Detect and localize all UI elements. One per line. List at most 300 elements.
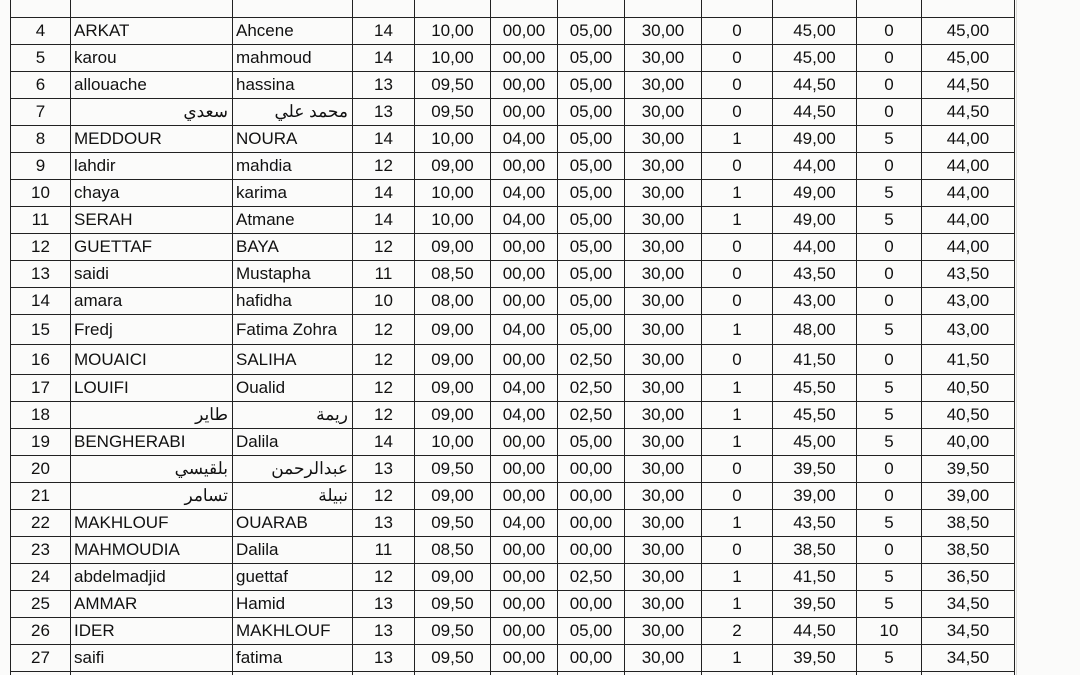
score-cell-5: 30,00: [625, 153, 702, 180]
score-cell-4: 00,00: [558, 537, 625, 564]
score-cell-4: 00,00: [558, 645, 625, 672]
score-cell-9: 44,50: [922, 99, 1015, 126]
score-cell-4: [558, 672, 625, 675]
score-cell-2: 09,00: [415, 375, 491, 402]
row-number-cell: 25: [11, 591, 71, 618]
last-name-cell: GUETTAF: [71, 234, 233, 261]
score-cell-3: 04,00: [491, 315, 558, 345]
first-name-cell: Dalila: [233, 537, 353, 564]
first-name-cell: mahdia: [233, 153, 353, 180]
score-cell-1: 14: [353, 126, 415, 153]
score-cell-8: 5: [857, 591, 922, 618]
score-cell-6: 0: [702, 234, 773, 261]
score-cell-2: 10,00: [415, 180, 491, 207]
last-name-cell: طاير: [71, 402, 233, 429]
score-cell-9: 40,50: [922, 375, 1015, 402]
row-number-cell: 13: [11, 261, 71, 288]
score-cell-6: 1: [702, 591, 773, 618]
row-number-cell: 7: [11, 99, 71, 126]
table-row: [11, 483, 1015, 510]
score-cell-5: 30,00: [625, 72, 702, 99]
score-cell-4: 00,00: [558, 456, 625, 483]
first-name-cell: BAYA: [233, 234, 353, 261]
first-name-cell: نبيلة: [233, 483, 353, 510]
score-cell-2: 08,50: [415, 261, 491, 288]
first-name-cell: Ahcene: [233, 18, 353, 45]
score-cell-7: 45,00: [773, 18, 857, 45]
last-name-cell: IDER: [71, 618, 233, 645]
score-cell-9: 45,00: [922, 18, 1015, 45]
row-number-cell: 16: [11, 345, 71, 375]
row-number-cell: 18: [11, 402, 71, 429]
score-cell-5: 30,00: [625, 456, 702, 483]
score-cell-2: 10,00: [415, 126, 491, 153]
score-cell-2: 09,00: [415, 483, 491, 510]
score-cell-6: 0: [702, 288, 773, 315]
first-name-cell: Hamid: [233, 591, 353, 618]
score-cell-9: 38,50: [922, 510, 1015, 537]
last-name-cell: SERAH: [71, 207, 233, 234]
last-name-cell: [71, 672, 233, 675]
score-cell-1: 12: [353, 234, 415, 261]
score-cell-6: 1: [702, 564, 773, 591]
first-name-cell: mahmoud: [233, 45, 353, 72]
last-name-cell: karou: [71, 45, 233, 72]
score-cell-7: 45,50: [773, 402, 857, 429]
score-cell-3: 00,00: [491, 72, 558, 99]
score-cell-7: 49,00: [773, 126, 857, 153]
score-cell-1: 10: [353, 288, 415, 315]
score-cell-1: [353, 0, 415, 18]
first-name-cell: عبدالرحمن: [233, 456, 353, 483]
score-cell-7: 39,00: [773, 483, 857, 510]
table-row: [11, 261, 1015, 288]
score-cell-2: 10,00: [415, 18, 491, 45]
row-number-cell: 21: [11, 483, 71, 510]
last-name-cell: ARKAT: [71, 18, 233, 45]
score-cell-7: 44,50: [773, 618, 857, 645]
score-cell-8: [857, 672, 922, 675]
score-cell-4: 05,00: [558, 126, 625, 153]
score-cell-1: 14: [353, 207, 415, 234]
score-cell-5: [625, 0, 702, 18]
score-cell-3: 00,00: [491, 591, 558, 618]
score-cell-3: 00,00: [491, 564, 558, 591]
score-cell-1: 14: [353, 45, 415, 72]
score-cell-7: 45,00: [773, 429, 857, 456]
score-cell-3: 00,00: [491, 537, 558, 564]
score-cell-2: 09,00: [415, 402, 491, 429]
score-cell-2: 10,00: [415, 429, 491, 456]
score-cell-9: 44,00: [922, 153, 1015, 180]
score-cell-6: 1: [702, 510, 773, 537]
score-cell-1: 13: [353, 510, 415, 537]
first-name-cell: Dalila: [233, 429, 353, 456]
score-cell-1: 14: [353, 429, 415, 456]
score-cell-8: 10: [857, 618, 922, 645]
table-row: [11, 0, 1015, 18]
score-cell-8: 0: [857, 99, 922, 126]
last-name-cell: amara: [71, 288, 233, 315]
score-cell-1: 13: [353, 618, 415, 645]
score-cell-4: 02,50: [558, 402, 625, 429]
score-cell-2: 09,00: [415, 345, 491, 375]
score-cell-1: 12: [353, 564, 415, 591]
table-row: [11, 45, 1015, 72]
score-cell-5: 30,00: [625, 510, 702, 537]
score-cell-2: 09,50: [415, 99, 491, 126]
score-cell-7: 45,50: [773, 375, 857, 402]
score-cell-5: 30,00: [625, 537, 702, 564]
score-cell-1: 12: [353, 153, 415, 180]
row-number-cell: 5: [11, 45, 71, 72]
last-name-cell: MOUAICI: [71, 345, 233, 375]
score-cell-3: 00,00: [491, 345, 558, 375]
score-cell-5: [625, 672, 702, 675]
score-cell-2: [415, 672, 491, 675]
score-cell-8: 0: [857, 153, 922, 180]
score-cell-9: 38,50: [922, 537, 1015, 564]
row-number-cell: 4: [11, 18, 71, 45]
score-cell-2: 09,00: [415, 153, 491, 180]
first-name-cell: [233, 672, 353, 675]
score-cell-6: 0: [702, 483, 773, 510]
score-cell-5: 30,00: [625, 288, 702, 315]
score-cell-1: 13: [353, 591, 415, 618]
score-cell-9: 36,50: [922, 564, 1015, 591]
table-row: [11, 153, 1015, 180]
score-cell-7: 49,00: [773, 207, 857, 234]
score-cell-1: 12: [353, 483, 415, 510]
score-cell-5: 30,00: [625, 45, 702, 72]
score-cell-4: 05,00: [558, 618, 625, 645]
table-row: [11, 564, 1015, 591]
score-cell-5: 30,00: [625, 645, 702, 672]
score-cell-1: 11: [353, 537, 415, 564]
last-name-cell: abdelmadjid: [71, 564, 233, 591]
score-cell-2: 08,00: [415, 288, 491, 315]
score-cell-8: 0: [857, 456, 922, 483]
row-number-cell: 26: [11, 618, 71, 645]
last-name-cell: سعدي: [71, 99, 233, 126]
score-cell-5: 30,00: [625, 375, 702, 402]
table-row: [11, 234, 1015, 261]
score-cell-1: 12: [353, 402, 415, 429]
first-name-cell: Fatima Zohra: [233, 315, 353, 345]
score-cell-4: 00,00: [558, 483, 625, 510]
row-number-cell: 23: [11, 537, 71, 564]
first-name-cell: OUARAB: [233, 510, 353, 537]
score-cell-4: 02,50: [558, 564, 625, 591]
row-number-cell: 14: [11, 288, 71, 315]
first-name-cell: ريمة: [233, 402, 353, 429]
score-cell-2: 10,00: [415, 45, 491, 72]
score-cell-9: 43,50: [922, 261, 1015, 288]
last-name-cell: chaya: [71, 180, 233, 207]
score-cell-6: 1: [702, 207, 773, 234]
table-row: [11, 429, 1015, 456]
last-name-cell: MAKHLOUF: [71, 510, 233, 537]
score-cell-3: 00,00: [491, 429, 558, 456]
score-cell-5: 30,00: [625, 591, 702, 618]
score-cell-8: 5: [857, 402, 922, 429]
score-cell-7: 41,50: [773, 564, 857, 591]
score-cell-2: 10,00: [415, 207, 491, 234]
score-cell-2: 09,50: [415, 645, 491, 672]
score-cell-4: 05,00: [558, 429, 625, 456]
score-cell-9: 44,50: [922, 72, 1015, 99]
score-cell-7: 39,50: [773, 456, 857, 483]
score-cell-7: 43,50: [773, 261, 857, 288]
table-row: [11, 18, 1015, 45]
page-edge: [1016, 0, 1017, 675]
table-row: [11, 207, 1015, 234]
score-cell-8: 5: [857, 126, 922, 153]
row-number-cell: 6: [11, 72, 71, 99]
score-cell-9: 44,00: [922, 180, 1015, 207]
first-name-cell: Mustapha: [233, 261, 353, 288]
row-number-cell: [11, 0, 71, 18]
score-cell-9: 34,50: [922, 591, 1015, 618]
score-cell-9: 44,00: [922, 207, 1015, 234]
last-name-cell: MAHMOUDIA: [71, 537, 233, 564]
last-name-cell: BENGHERABI: [71, 429, 233, 456]
score-cell-2: 09,50: [415, 510, 491, 537]
score-cell-8: 0: [857, 345, 922, 375]
score-cell-8: 5: [857, 180, 922, 207]
score-cell-7: [773, 0, 857, 18]
score-cell-6: 1: [702, 180, 773, 207]
score-cell-3: 04,00: [491, 126, 558, 153]
score-cell-5: 30,00: [625, 261, 702, 288]
first-name-cell: hassina: [233, 72, 353, 99]
score-cell-2: 09,50: [415, 72, 491, 99]
table-row: [11, 456, 1015, 483]
score-cell-6: 0: [702, 99, 773, 126]
score-cell-1: 11: [353, 261, 415, 288]
score-cell-1: 14: [353, 18, 415, 45]
score-cell-9: 39,50: [922, 456, 1015, 483]
last-name-cell: AMMAR: [71, 591, 233, 618]
score-cell-9: 40,50: [922, 402, 1015, 429]
score-cell-8: 5: [857, 207, 922, 234]
table-row: [11, 645, 1015, 672]
score-cell-4: 02,50: [558, 345, 625, 375]
score-cell-7: 44,00: [773, 234, 857, 261]
score-cell-3: 00,00: [491, 645, 558, 672]
score-cell-1: [353, 672, 415, 675]
score-cell-5: 30,00: [625, 234, 702, 261]
score-cell-3: 04,00: [491, 180, 558, 207]
table-row: [11, 72, 1015, 99]
score-cell-5: 30,00: [625, 207, 702, 234]
last-name-cell: saidi: [71, 261, 233, 288]
score-cell-4: 02,50: [558, 375, 625, 402]
last-name-cell: allouache: [71, 72, 233, 99]
score-cell-2: 09,50: [415, 456, 491, 483]
last-name-cell: saifi: [71, 645, 233, 672]
score-cell-5: 30,00: [625, 180, 702, 207]
table-row: [11, 672, 1015, 675]
score-cell-8: 5: [857, 429, 922, 456]
score-cell-7: 39,50: [773, 645, 857, 672]
score-cell-4: 05,00: [558, 234, 625, 261]
score-cell-5: 30,00: [625, 564, 702, 591]
score-cell-8: 5: [857, 645, 922, 672]
score-cell-6: 0: [702, 345, 773, 375]
score-cell-3: 00,00: [491, 18, 558, 45]
first-name-cell: guettaf: [233, 564, 353, 591]
score-cell-6: 1: [702, 375, 773, 402]
score-cell-6: 0: [702, 18, 773, 45]
score-cell-2: 09,00: [415, 315, 491, 345]
score-cell-5: 30,00: [625, 18, 702, 45]
score-cell-8: [857, 0, 922, 18]
score-cell-4: 05,00: [558, 261, 625, 288]
score-cell-2: 08,50: [415, 537, 491, 564]
score-cell-9: 41,50: [922, 345, 1015, 375]
last-name-cell: lahdir: [71, 153, 233, 180]
score-cell-1: 12: [353, 345, 415, 375]
score-cell-1: 13: [353, 456, 415, 483]
first-name-cell: Atmane: [233, 207, 353, 234]
table-row: [11, 126, 1015, 153]
score-cell-3: [491, 0, 558, 18]
row-number-cell: 15: [11, 315, 71, 345]
row-number-cell: [11, 672, 71, 675]
table-row: [11, 618, 1015, 645]
score-cell-1: 12: [353, 315, 415, 345]
first-name-cell: SALIHA: [233, 345, 353, 375]
score-cell-6: [702, 0, 773, 18]
score-cell-9: 34,50: [922, 618, 1015, 645]
table-row: [11, 591, 1015, 618]
score-cell-4: [558, 0, 625, 18]
first-name-cell: [233, 0, 353, 18]
score-cell-4: 05,00: [558, 45, 625, 72]
score-cell-6: 2: [702, 618, 773, 645]
score-cell-3: 00,00: [491, 288, 558, 315]
score-cell-6: 0: [702, 72, 773, 99]
score-cell-7: 45,00: [773, 45, 857, 72]
first-name-cell: karima: [233, 180, 353, 207]
score-cell-8: 0: [857, 45, 922, 72]
first-name-cell: fatima: [233, 645, 353, 672]
last-name-cell: بلقيسي: [71, 456, 233, 483]
score-cell-1: 13: [353, 645, 415, 672]
score-cell-6: 1: [702, 315, 773, 345]
score-cell-6: [702, 672, 773, 675]
score-cell-9: 34,50: [922, 645, 1015, 672]
row-number-cell: 8: [11, 126, 71, 153]
last-name-cell: تسامر: [71, 483, 233, 510]
score-cell-6: 1: [702, 429, 773, 456]
table-row: [11, 315, 1015, 345]
first-name-cell: Oualid: [233, 375, 353, 402]
last-name-cell: Fredj: [71, 315, 233, 345]
row-number-cell: 27: [11, 645, 71, 672]
score-cell-8: 0: [857, 483, 922, 510]
score-cell-7: 43,50: [773, 510, 857, 537]
first-name-cell: hafidha: [233, 288, 353, 315]
score-cell-5: 30,00: [625, 483, 702, 510]
score-cell-2: 09,00: [415, 564, 491, 591]
score-cell-5: 30,00: [625, 402, 702, 429]
score-cell-8: 0: [857, 537, 922, 564]
score-cell-3: 00,00: [491, 234, 558, 261]
score-cell-9: 40,00: [922, 429, 1015, 456]
row-number-cell: 9: [11, 153, 71, 180]
score-cell-9: 43,00: [922, 315, 1015, 345]
score-cell-8: 0: [857, 72, 922, 99]
score-cell-3: 00,00: [491, 153, 558, 180]
score-cell-6: 0: [702, 153, 773, 180]
row-number-cell: 20: [11, 456, 71, 483]
score-cell-4: 05,00: [558, 180, 625, 207]
first-name-cell: NOURA: [233, 126, 353, 153]
table-row: [11, 99, 1015, 126]
score-cell-4: 05,00: [558, 99, 625, 126]
table-body: [11, 0, 1015, 675]
score-cell-8: 0: [857, 261, 922, 288]
score-cell-4: 05,00: [558, 153, 625, 180]
score-cell-9: 39,00: [922, 483, 1015, 510]
score-cell-2: 09,50: [415, 591, 491, 618]
row-number-cell: 24: [11, 564, 71, 591]
score-cell-9: 45,00: [922, 45, 1015, 72]
score-cell-5: 30,00: [625, 99, 702, 126]
score-cell-6: 0: [702, 45, 773, 72]
score-cell-8: 0: [857, 288, 922, 315]
score-cell-4: 05,00: [558, 315, 625, 345]
score-cell-3: 00,00: [491, 483, 558, 510]
score-cell-5: 30,00: [625, 345, 702, 375]
score-cell-7: 44,50: [773, 99, 857, 126]
score-cell-7: 44,00: [773, 153, 857, 180]
score-cell-7: [773, 672, 857, 675]
score-cell-7: 43,00: [773, 288, 857, 315]
score-cell-5: 30,00: [625, 429, 702, 456]
score-cell-3: [491, 672, 558, 675]
score-cell-7: 44,50: [773, 72, 857, 99]
row-number-cell: 17: [11, 375, 71, 402]
table-row: [11, 288, 1015, 315]
score-cell-7: 41,50: [773, 345, 857, 375]
score-cell-6: 1: [702, 645, 773, 672]
table-row: [11, 345, 1015, 375]
score-cell-3: 00,00: [491, 99, 558, 126]
score-cell-2: 09,50: [415, 618, 491, 645]
score-cell-9: [922, 0, 1015, 18]
score-cell-5: 30,00: [625, 315, 702, 345]
first-name-cell: MAKHLOUF: [233, 618, 353, 645]
score-cell-1: 13: [353, 99, 415, 126]
score-cell-3: 00,00: [491, 45, 558, 72]
table-row: [11, 180, 1015, 207]
score-cell-7: 38,50: [773, 537, 857, 564]
score-cell-6: 1: [702, 402, 773, 429]
score-cell-1: 12: [353, 375, 415, 402]
score-cell-3: 04,00: [491, 207, 558, 234]
score-cell-1: 13: [353, 72, 415, 99]
score-cell-1: 14: [353, 180, 415, 207]
score-cell-5: 30,00: [625, 618, 702, 645]
score-cell-4: 00,00: [558, 591, 625, 618]
score-cell-8: 0: [857, 18, 922, 45]
score-cell-3: 00,00: [491, 618, 558, 645]
ranking-table: [10, 0, 1015, 675]
table-row: [11, 402, 1015, 429]
